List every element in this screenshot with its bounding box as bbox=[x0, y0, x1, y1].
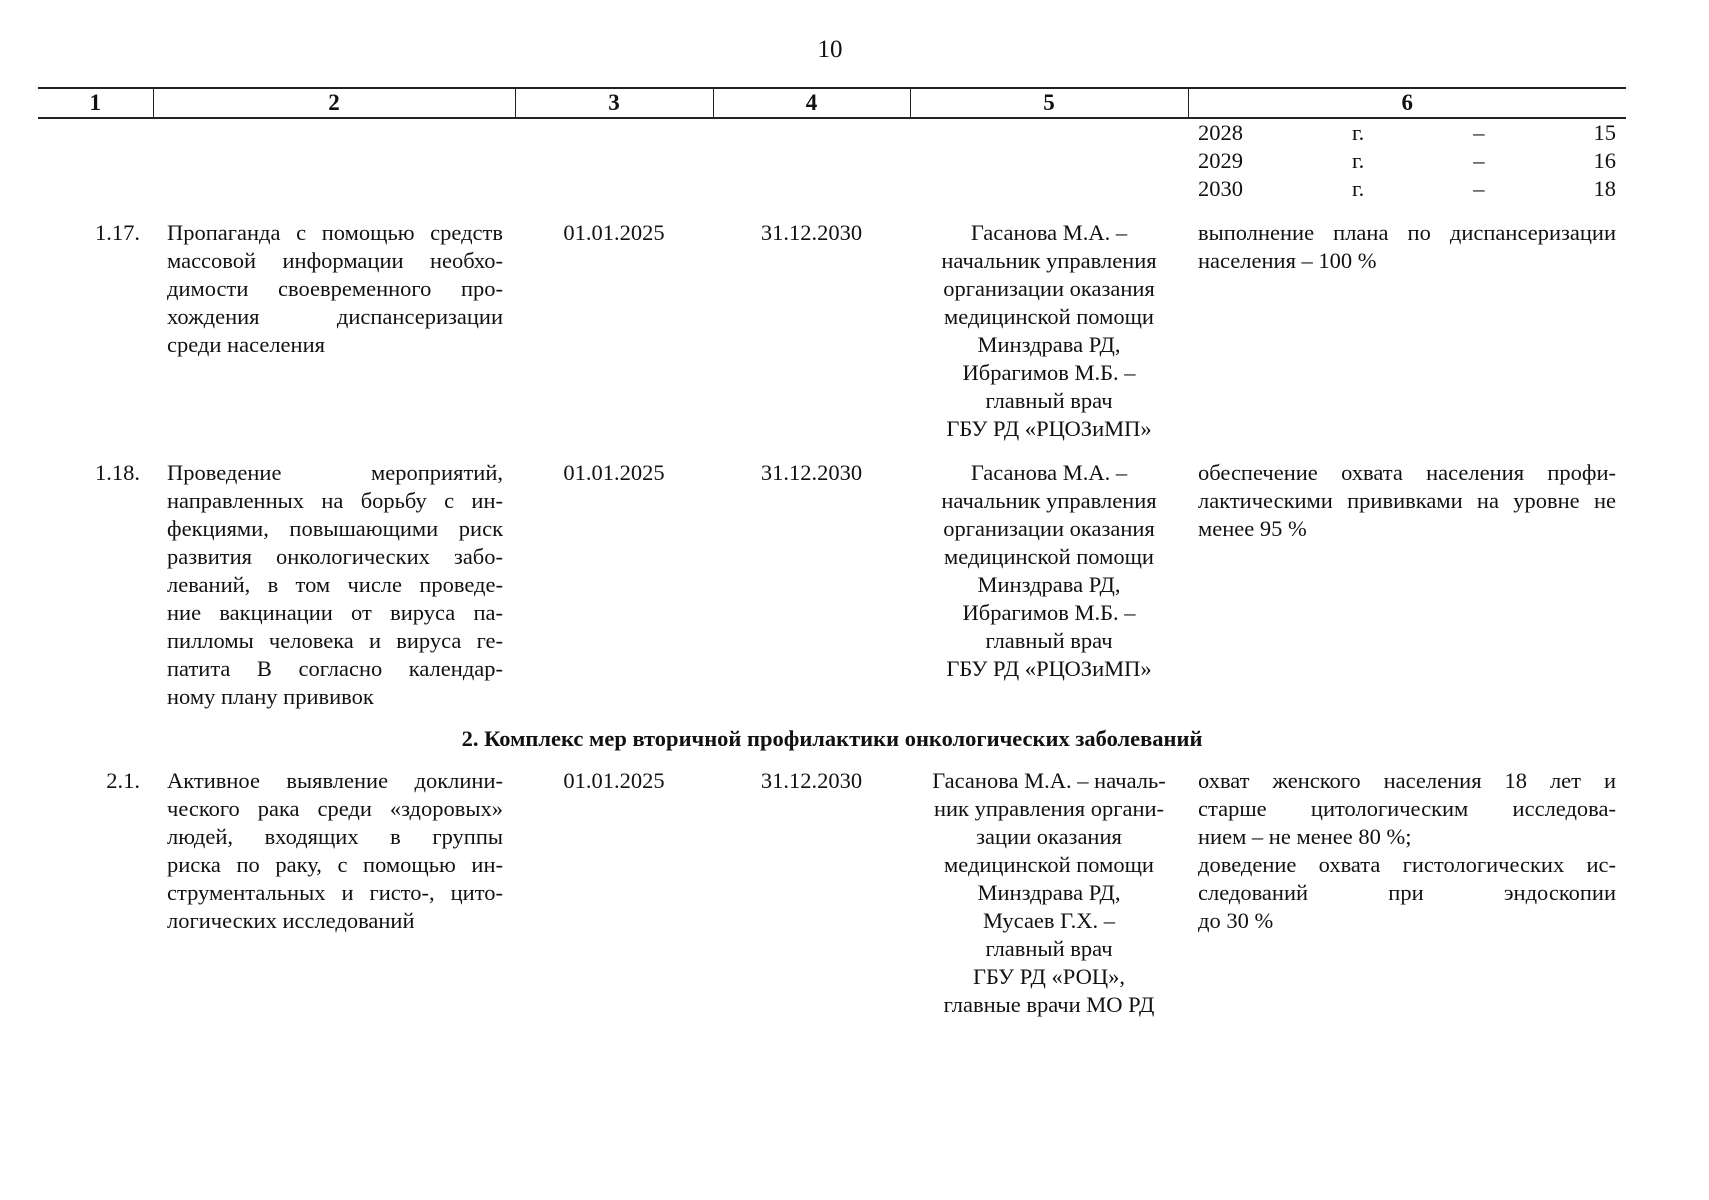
start-date: 01.01.2025 bbox=[563, 460, 665, 485]
end-date: 31.12.2030 bbox=[760, 460, 863, 485]
responsible-line: главные врачи МО РД bbox=[943, 992, 1155, 1017]
responsible-line: медицинской помощи bbox=[944, 304, 1154, 329]
activity-description bbox=[153, 459, 515, 711]
responsible-line: Ибрагимов М.Б. – bbox=[962, 360, 1136, 385]
description-line: ние вакцинации от вируса па- bbox=[167, 600, 503, 625]
activity-description bbox=[153, 219, 515, 459]
description-line: ному плану прививок bbox=[167, 684, 374, 709]
indicator-line: следований при эндоскопии bbox=[1198, 880, 1616, 905]
responsible-line: медицинской помощи bbox=[944, 852, 1154, 877]
responsible-line: Минздрава РД, bbox=[977, 880, 1121, 905]
responsible-line: ГБУ РД «РЦОЗиМП» bbox=[946, 416, 1152, 441]
description-line: развития онкологических забо- bbox=[167, 544, 503, 569]
description-line: струментальных и гисто-, цито- bbox=[167, 880, 503, 905]
responsible-line: ник управления органи- bbox=[933, 796, 1165, 821]
indicator-line: 2030 г. – 18 bbox=[1198, 176, 1616, 201]
table-row bbox=[38, 459, 1626, 711]
responsible-line: начальник управления bbox=[941, 488, 1157, 513]
column-header-1: 1 bbox=[38, 88, 153, 118]
responsible-line: организации оказания bbox=[943, 276, 1155, 301]
end-date: 31.12.2030 bbox=[760, 220, 863, 245]
description-line: патита В согласно календар- bbox=[167, 656, 503, 681]
indicator-line: менее 95 % bbox=[1198, 516, 1307, 541]
responsible-persons bbox=[910, 767, 1188, 1019]
indicator-line: старше цитологическим исследова- bbox=[1198, 796, 1616, 821]
start-date: 01.01.2025 bbox=[563, 768, 665, 793]
row-number: 1.17. bbox=[95, 220, 140, 245]
responsible-persons bbox=[910, 459, 1188, 711]
page-number: 10 bbox=[817, 36, 843, 63]
plan-table bbox=[38, 87, 1626, 1019]
description-line: димости своевременного про- bbox=[167, 276, 503, 301]
column-header-5: 5 bbox=[910, 88, 1188, 118]
column-header-2: 2 bbox=[153, 88, 515, 118]
continuation-indicators bbox=[1188, 118, 1626, 219]
indicators bbox=[1188, 459, 1626, 711]
table-header-row bbox=[38, 88, 1626, 118]
description-line: среди населения bbox=[167, 332, 325, 357]
description-line: хождения диспансеризации bbox=[167, 304, 503, 329]
indicator-line: населения – 100 % bbox=[1198, 248, 1377, 273]
responsible-line: главный врач bbox=[985, 388, 1113, 413]
start-date: 01.01.2025 bbox=[563, 220, 665, 245]
responsible-line: главный врач bbox=[985, 628, 1113, 653]
row-number: 1.18. bbox=[95, 460, 140, 485]
description-line: пилломы человека и вируса ге- bbox=[167, 628, 503, 653]
responsible-line: ГБУ РД «РЦОЗиМП» bbox=[946, 656, 1152, 681]
indicator-line: доведение охвата гистологических ис- bbox=[1198, 852, 1616, 877]
description-line: ческого рака среди «здоровых» bbox=[167, 796, 503, 821]
indicator-line: 2029 г. – 16 bbox=[1198, 148, 1616, 173]
section-heading: 2. Комплекс мер вторичной профилактики онкологических заболеваний bbox=[461, 726, 1203, 751]
indicators bbox=[1188, 767, 1626, 1019]
description-line: Проведение мероприятий, bbox=[167, 460, 503, 485]
indicator-line: до 30 % bbox=[1198, 908, 1274, 933]
responsible-line: начальник управления bbox=[941, 248, 1157, 273]
indicator-line: охват женского населения 18 лет и bbox=[1198, 768, 1616, 793]
indicators bbox=[1188, 219, 1626, 459]
responsible-line: Ибрагимов М.Б. – bbox=[962, 600, 1136, 625]
responsible-line: главный врач bbox=[985, 936, 1113, 961]
description-line: Активное выявление доклини- bbox=[167, 768, 503, 793]
indicator-line: обеспечение охвата населения профи- bbox=[1198, 460, 1616, 485]
responsible-line: Гасанова М.А. – bbox=[970, 460, 1128, 485]
section-heading-row bbox=[38, 711, 1626, 767]
activity-description bbox=[153, 767, 515, 1019]
indicator-line: выполнение плана по диспансеризации bbox=[1198, 220, 1616, 245]
description-line: риска по раку, с помощью ин- bbox=[167, 852, 503, 877]
responsible-line: Гасанова М.А. – началь- bbox=[932, 768, 1166, 793]
description-line: леваний, в том числе проведе- bbox=[167, 572, 503, 597]
responsible-line: зации оказания bbox=[976, 824, 1122, 849]
responsible-line: Гасанова М.А. – bbox=[970, 220, 1128, 245]
responsible-line: Минздрава РД, bbox=[977, 572, 1121, 597]
indicator-line: лактическими прививками на уровне не bbox=[1198, 488, 1616, 513]
table-row bbox=[38, 767, 1626, 1019]
indicator-line: нием – не менее 80 %; bbox=[1198, 824, 1412, 849]
column-header-3: 3 bbox=[515, 88, 713, 118]
description-line: массовой информации необхо- bbox=[167, 248, 503, 273]
table-row bbox=[38, 219, 1626, 459]
row-number: 2.1. bbox=[106, 768, 140, 793]
responsible-persons bbox=[910, 219, 1188, 459]
description-line: Пропаганда с помощью средств bbox=[167, 220, 503, 245]
responsible-line: ГБУ РД «РОЦ», bbox=[973, 964, 1125, 989]
responsible-line: Минздрава РД, bbox=[977, 332, 1121, 357]
column-header-4: 4 bbox=[713, 88, 910, 118]
description-line: логических исследований bbox=[167, 908, 415, 933]
responsible-line: Мусаев Г.Х. – bbox=[982, 908, 1116, 933]
responsible-line: организации оказания bbox=[943, 516, 1155, 541]
indicator-line: 2028 г. – 15 bbox=[1198, 120, 1616, 145]
column-header-6: 6 bbox=[1188, 88, 1626, 118]
description-line: людей, входящих в группы bbox=[167, 824, 503, 849]
end-date: 31.12.2030 bbox=[760, 768, 863, 793]
responsible-line: медицинской помощи bbox=[944, 544, 1154, 569]
description-line: фекциями, повышающими риск bbox=[167, 516, 503, 541]
description-line: направленных на борьбу с ин- bbox=[167, 488, 503, 513]
table-row-continuation bbox=[38, 118, 1626, 219]
